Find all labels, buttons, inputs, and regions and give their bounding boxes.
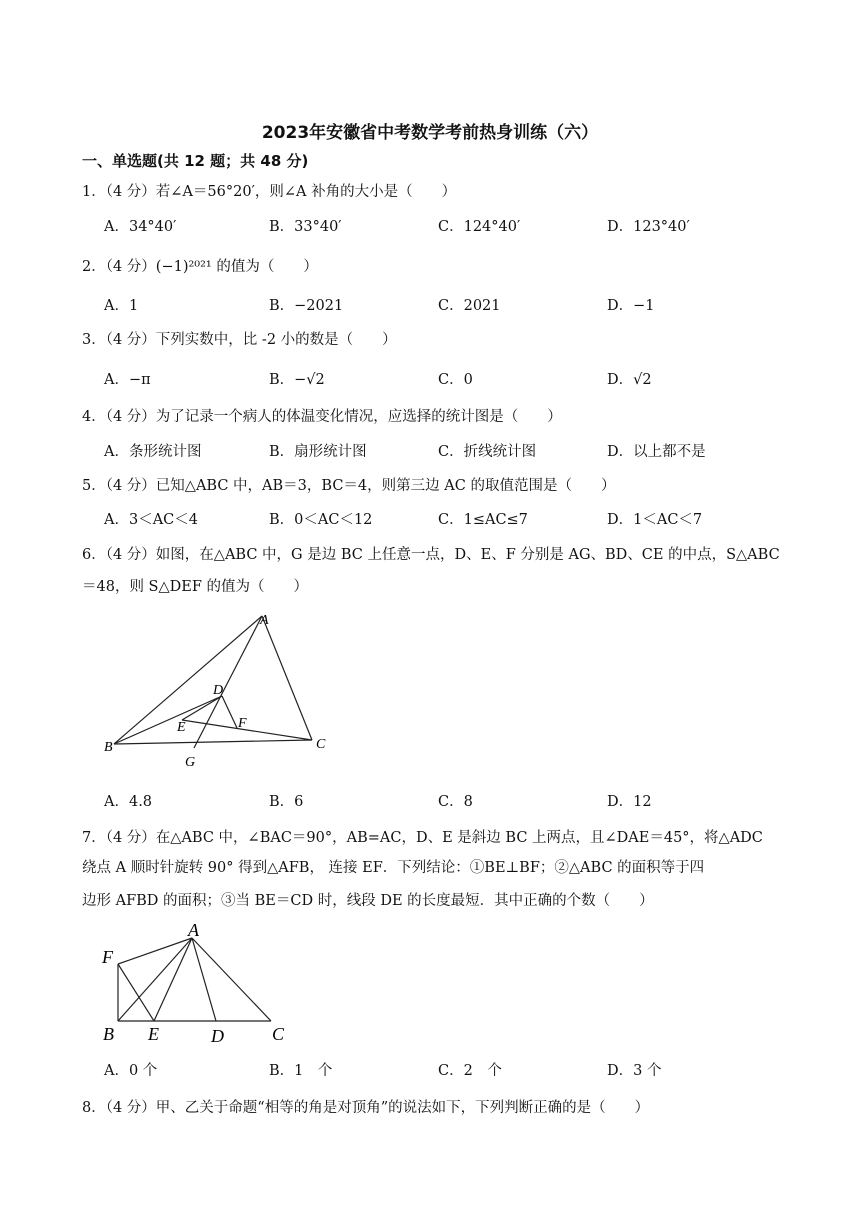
label-d: D (211, 1026, 224, 1046)
q7-option-b: B．1 个 (269, 1063, 333, 1079)
label-a: A (260, 613, 269, 628)
q2-option-a: A．1 (104, 298, 139, 314)
q1-option-d: D．123°40′ (607, 219, 690, 235)
q5-option-a: A．3＜AC＜4 (104, 512, 198, 528)
label-f: F (238, 716, 247, 731)
q7-option-d: D．3 个 (607, 1063, 662, 1079)
question-6-stem-line2: ＝48，则 S△DEF 的值为（ ） (82, 579, 309, 595)
q7-option-c: C．2 个 (438, 1063, 502, 1079)
label-f: F (102, 947, 113, 967)
q1-option-b: B．33°40′ (269, 219, 342, 235)
question-7-stem-line1: 7．（4 分）在△ABC 中，∠BAC＝90°，AB=AC，D、E 是斜边 BC 上两点，且∠DAE＝45°，将△ADC (82, 830, 763, 846)
page-title: 2023年安徽省中考数学考前热身训练（六） (261, 123, 599, 143)
label-d: D (213, 683, 224, 698)
question-2-stem: 2．（4 分）(−1)²⁰²¹ 的值为（ ） (82, 259, 318, 275)
q2-option-c: C．2021 (438, 298, 501, 314)
q3-option-c: C．0 (438, 372, 473, 388)
triangle-figure-q7 (98, 918, 298, 1046)
q6-option-c: C．8 (438, 794, 473, 810)
q3-option-a: A．−π (104, 372, 151, 388)
label-g: G (185, 755, 196, 770)
q6-option-d: D．12 (607, 794, 652, 810)
question-7-stem-line2: 绕点 A 顺时针旋转 90° 得到△AFB， 连接 EF．下列结论：①BE⊥BF；②△ABC 的面积等于四 (82, 860, 705, 876)
q4-option-d: D．以上都不是 (607, 444, 706, 460)
label-c: C (272, 1024, 285, 1044)
q2-option-b: B．−2021 (269, 298, 344, 314)
q4-option-b: B．扇形统计图 (269, 444, 367, 460)
label-a: A (188, 920, 199, 940)
label-e: E (148, 1024, 159, 1044)
q3-option-d: D．√2 (607, 372, 652, 388)
q1-option-a: A．34°40′ (104, 219, 177, 235)
question-8-stem: 8．（4 分）甲、乙关于命题“相等的角是对顶角”的说法如下，下列判断正确的是（ ） (82, 1100, 650, 1116)
label-e: E (177, 720, 186, 735)
question-4-stem: 4．（4 分）为了记录一个病人的体温变化情况，应选择的统计图是（ ） (82, 409, 562, 425)
question-3-stem: 3．（4 分）下列实数中，比 -2 小的数是（ ） (82, 332, 397, 348)
label-c: C (316, 737, 326, 752)
q4-option-a: A．条形统计图 (104, 444, 202, 460)
triangle-figure-q6 (100, 608, 340, 773)
section-heading: 一、单选题(共 12 题；共 48 分) (82, 152, 309, 170)
q6-option-a: A．4.8 (104, 794, 153, 810)
question-6-stem-line1: 6．（4 分）如图，在△ABC 中，G 是边 BC 上任意一点，D、E、F 分别是 AG、BD、CE 的中点，S△ABC (82, 547, 780, 563)
q3-option-b: B．−√2 (269, 372, 325, 388)
question-7-stem-line3: 边形 AFBD 的面积；③当 BE＝CD 时，线段 DE 的长度最短．其中正确的个数（ ） (82, 893, 654, 909)
q2-option-d: D．−1 (607, 298, 655, 314)
q5-option-b: B．0＜AC＜12 (269, 512, 373, 528)
q1-option-c: C．124°40′ (438, 219, 521, 235)
question-1-stem: 1．（4 分）若∠A＝56°20′，则∠A 补角的大小是（ ） (82, 184, 457, 200)
q5-option-d: D．1＜AC＜7 (607, 512, 703, 528)
q6-option-b: B．6 (269, 794, 304, 810)
q5-option-c: C．1≤AC≤7 (438, 512, 528, 528)
q4-option-c: C．折线统计图 (438, 444, 537, 460)
question-5-stem: 5．（4 分）已知△ABC 中，AB＝3，BC＝4，则第三边 AC 的取值范围是（ ） (82, 478, 616, 494)
label-b: B (104, 740, 113, 755)
label-b: B (103, 1024, 114, 1044)
q7-option-a: A．0 个 (104, 1063, 158, 1079)
